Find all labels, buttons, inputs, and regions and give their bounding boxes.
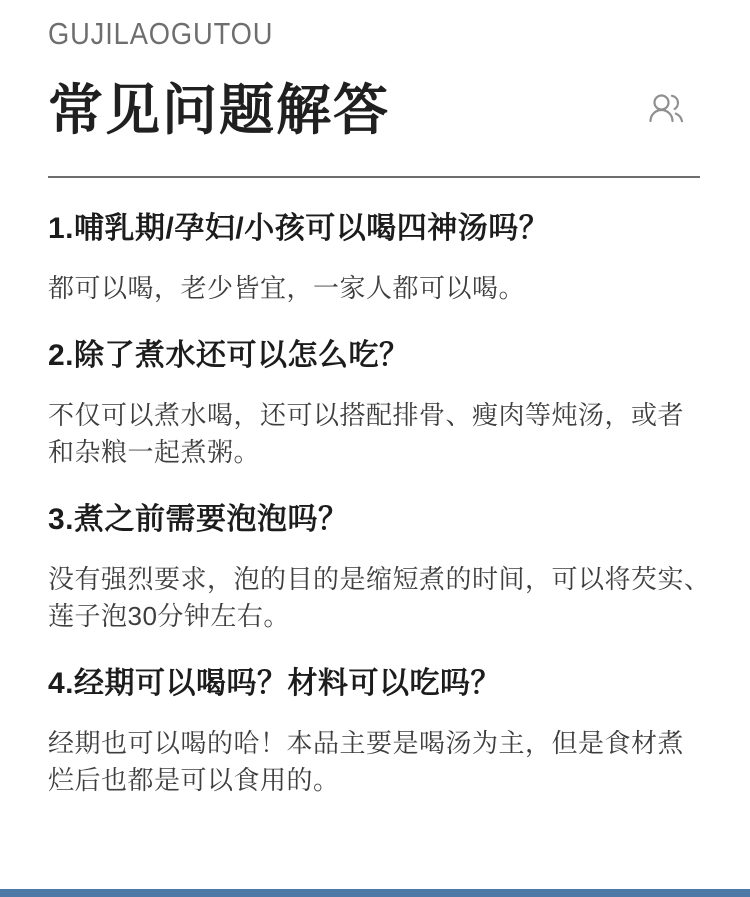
faq-answer-line: 和杂粮一起煮粥。 — [48, 437, 261, 468]
faq-item-4 — [48, 666, 700, 799]
faq-answer-line: 没有强烈要求，泡的目的是缩短煮的时间，可以将芡实、 — [48, 564, 711, 595]
page-title: 常见问题解答 — [48, 78, 391, 141]
bottom-accent-bar — [0, 889, 750, 897]
faq-answer-line: 都可以喝，老少皆宜，一家人都可以喝。 — [48, 273, 526, 304]
faq-answer — [48, 561, 711, 635]
users-icon — [646, 90, 686, 130]
faq-question: 4.经期可以喝吗？材料可以吃吗？ — [48, 667, 502, 701]
brand-logo-text: GUJILAOGUTOU — [48, 16, 274, 51]
faq-answer-line: 经期也可以喝的哈！本品主要是喝汤为主，但是食材煮 — [48, 728, 685, 759]
faq-answer — [48, 725, 700, 799]
faq-answer-line: 不仅可以煮水喝，还可以搭配排骨、瘦肉等炖汤，或者 — [48, 400, 685, 431]
faq-answer — [48, 270, 700, 307]
faq-list — [48, 211, 711, 799]
faq-question: 1.哺乳期/孕妇/小孩可以喝四神汤吗？ — [48, 212, 550, 246]
page-header — [48, 80, 700, 141]
faq-answer-line: 莲子泡30分钟左右。 — [48, 601, 290, 632]
faq-answer-line: 烂后也都是可以食用的。 — [48, 765, 340, 796]
header-divider — [48, 176, 700, 178]
faq-item-1 — [48, 211, 700, 307]
faq-answer — [48, 397, 700, 471]
faq-item-3 — [48, 502, 711, 635]
faq-question: 2.除了煮水还可以怎么吃？ — [48, 339, 410, 373]
faq-item-2 — [48, 338, 700, 471]
faq-question: 3.煮之前需要泡泡吗？ — [48, 503, 349, 537]
